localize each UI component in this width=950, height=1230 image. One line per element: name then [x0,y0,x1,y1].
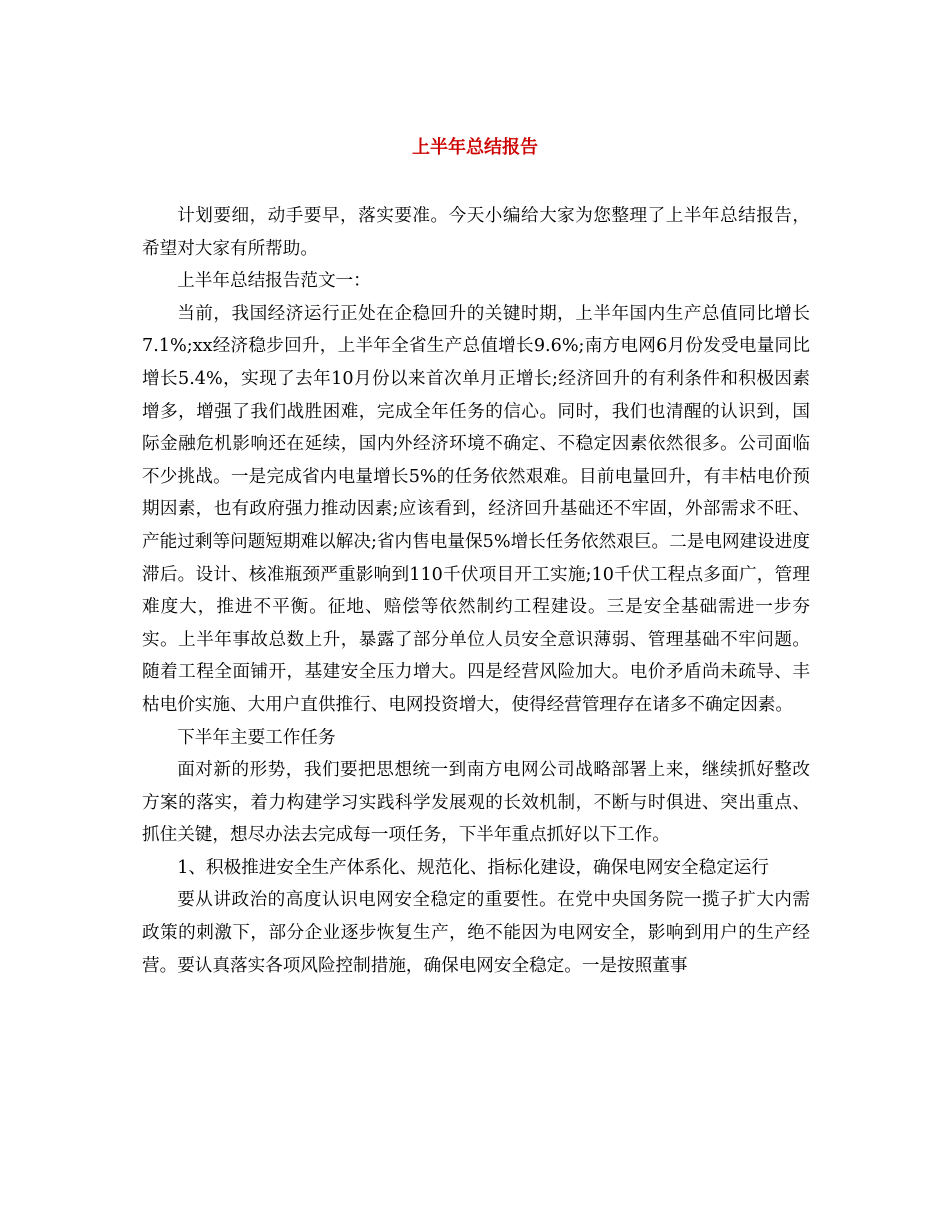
document-body [142,200,810,982]
paragraph-current-situation: 当前，我国经济运行正处在企稳回升的关键时期，上半年国内生产总值同比增长7.1%;xx经济稳步回升，上半年全省生产总值增长9.6%;南方电网6月份发受电量同比增长5.4%，实现了去年10月份以来首次单月正增长;经济回升的有利条件和积极因素增多，增强了我们战胜困难，完成全年任务的信心。同时，我们也清醒的认识到，国际金融危机影响还在延续，国内外经济环境不确定、不稳定因素依然很多。公司面临不少挑战。一是完成省内电量增长5%的任务依然艰难。目前电量回升，有丰枯电价预期因素，也有政府强力推动因素;应该看到，经济回升基础还不牢固，外部需求不旺、产能过剩等问题短期难以解决;省内售电量保5%增长任务依然艰巨。二是电网建设进度滞后。设计、核准瓶颈严重影响到110千伏项目开工实施;10千伏工程点多面广，管理难度大，推进不平衡。征地、赔偿等依然制约工程建设。三是安全基础需进一步夯实。上半年事故总数上升，暴露了部分单位人员安全意识薄弱、管理基础不牢问题。随着工程全面铺开，基建安全压力增大。四是经营风险加大。电价矛盾尚未疏导、丰枯电价实施、大用户直供推行、电网投资增大，使得经营管理存在诸多不确定因素。 [142,303,810,715]
document-title: 上半年总结报告 [412,137,538,158]
paragraph-item-1-heading: 1、积极推进安全生产体系化、规范化、指标化建设，确保电网安全稳定运行 [177,857,769,878]
paragraph-tasks-heading: 下半年主要工作任务 [177,727,336,748]
paragraph-new-situation: 面对新的形势，我们要把思想统一到南方电网公司战略部署上来，继续抓好整改方案的落实，着力构建学习实践科学发展观的长效机制，不断与时俱进、突出重点、抓住关键，想尽办法去完成每一项任务，下半年重点抓好以下工作。 [142,760,810,846]
paragraph-intro: 计划要细，动手要早，落实要准。今天小编给大家为您整理了上半年总结报告，希望对大家有所帮助。 [142,206,810,259]
paragraph-safety: 要从讲政治的高度认识电网安全稳定的重要性。在党中央国务院一揽子扩大内需政策的刺激下，部分企业逐步恢复生产，绝不能因为电网安全，影响到用户的生产经营。要认真落实各项风险控制措施，确保电网安全稳定。一是按照董事 [142,890,810,976]
paragraph-section-heading: 上半年总结报告范文一： [177,271,371,292]
